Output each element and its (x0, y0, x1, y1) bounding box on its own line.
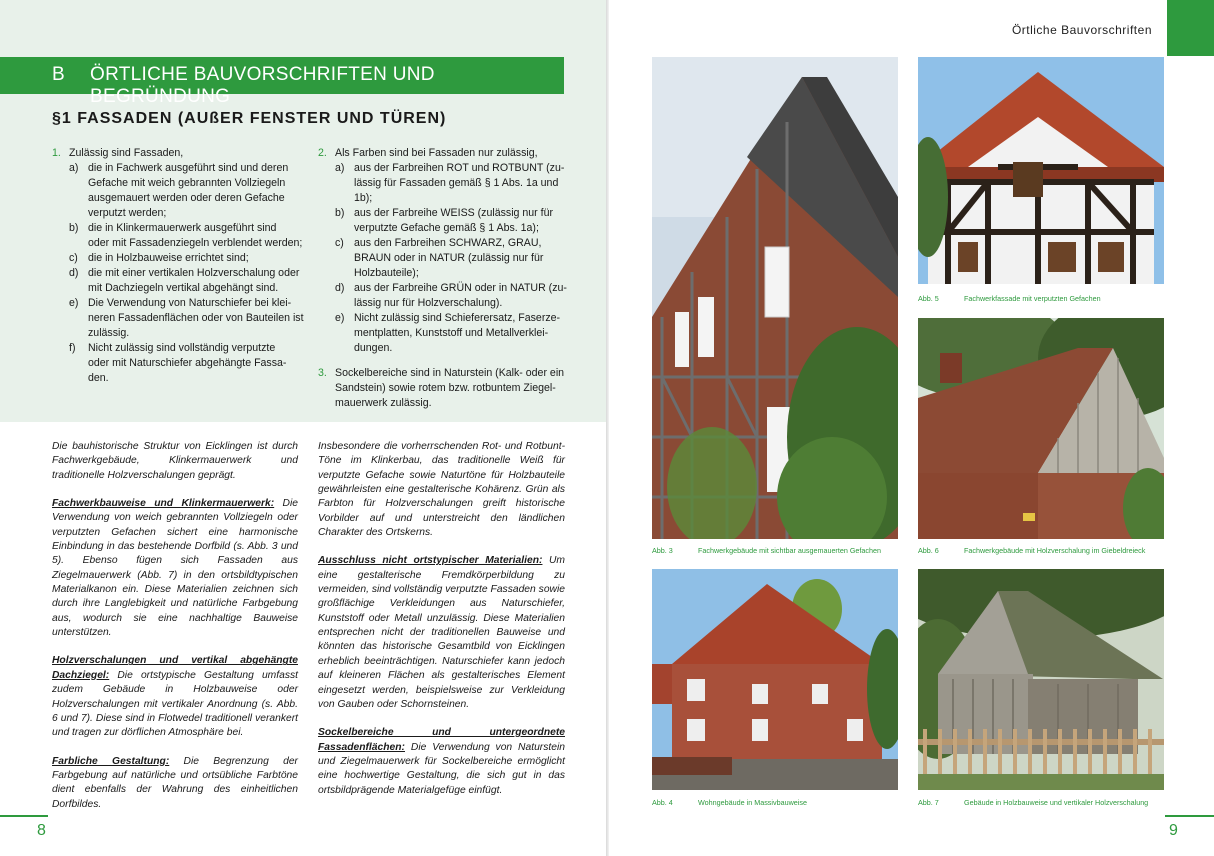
paragraph-heading: Ausschluss nicht ortstypischer Materialien: (318, 555, 543, 567)
item-text-line: Holzbauteile); (354, 267, 419, 279)
item-label: c) (335, 237, 344, 249)
item-label: a) (69, 162, 79, 174)
body-paragraph (52, 755, 298, 812)
figure-number: Abb. 5 (918, 294, 939, 303)
item-text-line: BRAUN oder in NATUR (zulässig nur für (354, 252, 544, 264)
item-text-line: mentplatten, Kunststoff und Metallverklei- (354, 327, 549, 339)
item-text-line: Gefache mit weich gebrannten Vollziegeln (88, 177, 286, 189)
explanation-column-1 (52, 440, 298, 826)
body-paragraph (52, 654, 298, 740)
item-text-line: lässig für Fassaden gemäß § 1 Abs. 1a und (354, 177, 559, 189)
item-text-line: Die Verwendung von Naturschiefer bei klei- (88, 297, 292, 309)
rule-2-intro: Als Farben sind bei Fassaden nur zulässig, (335, 147, 538, 159)
item-text-line: aus der Farbreihe WEISS (zulässig nur für (354, 207, 554, 219)
body-paragraph (318, 554, 565, 712)
paragraph-heading: Sockelbereiche und untergeordnete Fassadenflächen: (318, 727, 565, 753)
corner-accent (1167, 0, 1214, 56)
item-text-line: 1b); (354, 192, 373, 204)
running-title: Örtliche Bauvorschriften (1011, 23, 1152, 37)
item-text-line: aus der Farbreihen ROT und ROTBUNT (zu- (354, 162, 565, 174)
photo-abb-5 (918, 57, 1164, 284)
figure-caption: Fachwerkgebäude mit Holzverschalung im Giebeldreieck (964, 546, 1146, 555)
paragraph-text: Die Verwendung von Naturstein und Ziegelmauerwerk für Sockelbereiche ermöglicht eine hochwertige Gestaltung, die sich gut in das ortsbildprägende Materialgefüge einfügt. (318, 741, 565, 796)
section-header-bar (0, 57, 564, 107)
item-text-line: Nicht zulässig sind Schieferersatz, Faserze- (354, 312, 561, 324)
figure-caption: Gebäude in Holzbauweise und vertikaler Holzverschalung (964, 798, 1149, 807)
figure-number: Abb. 3 (652, 546, 673, 555)
figure-caption: Wohngebäude in Massivbauweise (698, 798, 807, 807)
footer-rule (1165, 815, 1214, 817)
rule-3-line: Sockelbereiche sind in Naturstein (Kalk- oder ein (335, 367, 565, 379)
photo-abb-3 (652, 57, 898, 539)
item-text-line: neren Fassadenflächen oder von Bauteilen ist (88, 312, 304, 324)
paragraph-text: Die bauhistorische Struktur von Eicklingen ist durch Fachwerkgebäude, Klinkermauerwerk und traditionelle Holzverschalungen geprägt. (52, 441, 298, 481)
figure-number: Abb. 4 (652, 798, 673, 807)
section-letter: B (52, 64, 66, 85)
rule-3-line: mauerwerk zulässig. (335, 397, 432, 409)
paragraph-heading: Fachwerkbauweise und Klinkermauerwerk: (52, 498, 275, 510)
item-text-line: oder mit Naturschiefer abgehängte Fassa- (88, 357, 287, 369)
item-text-line: verputzte Gefache gemäß § 1 Abs. 1a); (354, 222, 539, 234)
photo-abb-4 (652, 569, 898, 790)
item-text-line: Nicht zulässig sind vollständig verputzte (88, 342, 276, 354)
item-text-line: mit Dachziegeln vertikal abgehängt sind. (88, 282, 279, 294)
item-label: b) (335, 207, 345, 219)
paragraph-text: Insbesondere die vorherrschenden Rot- und Rotbunt-Töne im Klinkerbau, das traditionelle Weiß für verputzte Gefache sowie Naturtöne für Holzbauteile gewährleisten eine gestalterische Kohärenz. Grün als Farbton für Holzverschalungen greift historische Vorbilder auf und unterstreicht den ländlichen Charakter des Ortskerns. (318, 441, 565, 539)
paragraph-heading: Holzverschalungen und vertikal abgehängte Dachziegel: (52, 655, 298, 681)
item-label: e) (335, 312, 345, 324)
item-text-line: oder mit Fassadenziegeln verblendet werden; (88, 237, 303, 249)
item-text-line: die in Klinkermauerwerk ausgeführt sind (88, 222, 277, 234)
item-text-line: die mit einer vertikalen Holzverschalung oder (88, 267, 300, 279)
paragraph-heading: Farbliche Gestaltung: (52, 755, 170, 767)
item-text-line: aus der Farbreihe GRÜN oder in NATUR (zu- (354, 282, 567, 294)
rule-3-number: 3. (318, 367, 327, 379)
figure-caption: Fachwerkfassade mit verputzten Gefachen (964, 294, 1101, 303)
item-label: d) (335, 282, 345, 294)
item-label: a) (335, 162, 345, 174)
figure-caption: Fachwerkgebäude mit sichtbar ausgemauerten Gefachen (698, 546, 881, 555)
item-text-line: lässig nur für Holzverschalung). (354, 297, 503, 309)
rule-2-number: 2. (318, 147, 327, 159)
caption-abb-3 (652, 546, 898, 556)
figure-number: Abb. 6 (918, 546, 939, 555)
page-number: 8 (37, 822, 46, 839)
item-text-line: zulässig. (88, 327, 130, 339)
item-label: b) (69, 222, 79, 234)
paragraph-text: Die Verwendung von weich gebrannten Vollziegeln oder verputzten Gefachen sichert eine harmonische Einbindung in das bestehende Dorfbild (s. Abb. 3 und 5). Ebenso fügen sich Fassaden aus Ziegelmauerwerk (Abb. 7) in den ortsbildtypischen Materialkanon ein. Diese Materialien zeichnen sich durch ihre Langlebigkeit und natürliche Farbgebung aus, wodurch sie eine nachhaltige Bauweise unterstützen. (52, 498, 298, 639)
item-label: c) (69, 252, 78, 264)
item-text-line: dungen. (354, 342, 393, 354)
caption-abb-7 (918, 798, 1164, 808)
rule-3-line: Sandstein) sowie rotem bzw. rotbuntem Ziegel- (335, 382, 556, 394)
item-text-line: den. (88, 372, 109, 384)
item-label: d) (69, 267, 79, 279)
rule-1-number: 1. (52, 147, 61, 159)
footer-rule (0, 815, 48, 817)
page-number: 9 (1169, 822, 1178, 839)
photo-abb-6 (918, 318, 1164, 539)
item-text-line: die in Fachwerk ausgeführt sind und deren (88, 162, 289, 174)
item-text-line: ausgemauert werden oder deren Gefache (88, 192, 285, 204)
item-label: e) (69, 297, 79, 309)
body-paragraph (52, 497, 298, 640)
rule-1-intro: Zulässig sind Fassaden, (69, 147, 184, 159)
paragraph-text: Die ortstypische Gestaltung umfasst zudem Gebäude in Holzbauweise oder Holzverschalungen mit vertikaler Anordnung (s. Abb. 6 und 7). Diese sind in Flotwedel traditionell verankert und tragen zur dörflichen Atmosphäre bei. (52, 669, 298, 739)
body-paragraph (52, 440, 298, 483)
right-page (609, 0, 1214, 856)
item-text-line: aus den Farbreihen SCHWARZ, GRAU, (354, 237, 542, 249)
explanation-column-2 (318, 440, 565, 812)
section-title: ÖRTLICHE BAUVORSCHRIFTEN UND BEGRÜNDUNG (90, 64, 435, 107)
figure-number: Abb. 7 (918, 798, 939, 807)
caption-abb-4 (652, 798, 898, 808)
paragraph-text: Die Begrenzung der Farbgebung auf natürliche und ortsübliche Farbtöne dient ebenfalls der Wahrung des einheitlichen Dorfbildes. (52, 755, 298, 810)
body-paragraph (318, 440, 565, 540)
caption-abb-5 (918, 294, 1164, 304)
item-text-line: verputzt werden; (88, 207, 167, 219)
body-paragraph (318, 726, 565, 798)
paragraph-text: Um eine gestalterische Fremdkörperbildung zu vermeiden, sind vollständig verputzte Fassaden sowie großflächige Verkleidungen aus Naturschiefer, Kunststoff oder Metall unzulässig. Diese Materialien entsprechen nicht der traditionellen Bauweise und könnten das historische Gesamtbild von Eicklingen erheblich beeinträchtigen. Naturschiefer kann jedoch auf kleineren Flächen als gestalterisches Element eingesetzt werden, beispielsweise zur Verkleidung von Gauben oder Schornsteinen. (318, 555, 565, 710)
paragraph-title: §1 FASSADEN (AUßER FENSTER UND TÜREN) (52, 110, 447, 127)
caption-abb-6 (918, 546, 1164, 556)
item-label: f) (69, 342, 76, 354)
item-text-line: die in Holzbauweise errichtet sind; (88, 252, 249, 264)
photo-abb-7 (918, 569, 1164, 790)
